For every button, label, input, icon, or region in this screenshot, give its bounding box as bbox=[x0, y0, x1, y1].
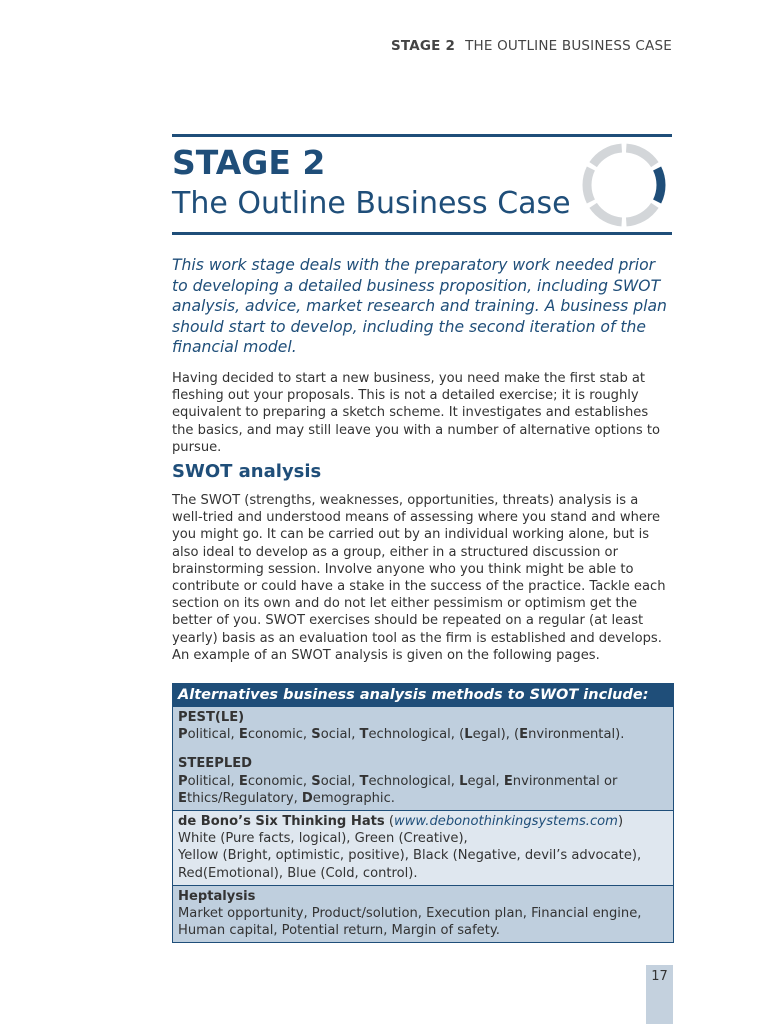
pestle-term: Technological, ( bbox=[359, 727, 465, 743]
stage-title: STAGE 2 bbox=[172, 143, 326, 182]
debono-link[interactable]: www.debonothinkingsystems.com bbox=[394, 814, 618, 830]
pestle-title: PEST(LE) bbox=[178, 710, 245, 725]
cycle-segment bbox=[626, 205, 655, 222]
title-block bbox=[172, 134, 672, 235]
page-title: The Outline Business Case bbox=[172, 186, 571, 221]
alt-cell-pestle-steepled bbox=[173, 707, 673, 810]
heptalysis-title: Heptalysis bbox=[178, 888, 256, 904]
cycle-segment bbox=[593, 205, 622, 222]
section-heading-swot: SWOT analysis bbox=[172, 461, 322, 482]
body-paragraph: Having decided to start a new business, you need make the first stab at fleshing out your proposals. This is not a detailed exercise; it is roughly equivalent to preparing a sketch scheme. It investigates and establishes the basics, and may still leave you with a number of alternative options to pursue. bbox=[172, 371, 660, 455]
alt-cell-heptalysis bbox=[173, 885, 673, 943]
debono-title: de Bono’s Six Thinking Hats bbox=[178, 814, 385, 830]
steepled-term: Economic, bbox=[238, 773, 312, 789]
steepled-term: Technological, bbox=[359, 773, 460, 789]
alt-cell-debono bbox=[173, 810, 673, 885]
running-header-stage: STAGE 2 bbox=[390, 38, 456, 54]
debono-heading: de Bono’s Six Thinking Hats (www.debonothinkingsystems.com) bbox=[178, 814, 624, 830]
running-header bbox=[391, 38, 672, 54]
steepled-term: Legal, bbox=[459, 773, 504, 789]
steepled-term: Demographic. bbox=[301, 790, 395, 806]
swot-paragraph: The SWOT (strengths, weaknesses, opportunities, threats) analysis is a well-tried and understood means of assessing where you stand and where you might go. It can be carried out by an individual working alone, but is also ideal to develop as a group, either in a structured discussion or brainstorming session. Involve anyone who you think might be able to contribute or could have a stake in the success of the practice. Tackle each section on its own and do not let either pessimism or optimism get the better of you. SWOT exercises should be repeated on a regular (at least yearly) basis as an evaluation tool as the firm is established and develops. An example of an SWOT analysis is given on the following pages. bbox=[172, 493, 666, 663]
steepled-term: Environmental or bbox=[503, 773, 618, 789]
intro-text: This work stage deals with the preparatory work needed prior to developing a detailed business proposition, including SWOT analysis, advice, market research and training. A business plan should start to develop, including the second iteration of the financial model. bbox=[172, 256, 667, 356]
steepled-term: Social, bbox=[311, 773, 360, 789]
cycle-segment bbox=[587, 168, 591, 201]
running-header-title: THE OUTLINE BUSINESS CASE bbox=[465, 38, 672, 54]
page-number-tab bbox=[646, 965, 673, 1024]
pestle-term: Environmental). bbox=[519, 727, 625, 743]
alternatives-box bbox=[172, 683, 674, 943]
cycle-segment bbox=[593, 148, 622, 165]
pestle-term: Political, bbox=[178, 727, 239, 743]
pestle-term: Economic, bbox=[238, 727, 312, 743]
steepled-text bbox=[178, 773, 668, 807]
steepled-term: Ethics/Regulatory, bbox=[178, 790, 302, 806]
cycle-icon bbox=[580, 141, 668, 229]
pestle-text bbox=[178, 726, 668, 743]
debono-line: Red(Emotional), Blue (Cold, control). bbox=[178, 865, 418, 881]
page-number: 17 bbox=[651, 969, 668, 984]
debono-line: White (Pure facts, logical), Green (Creative), bbox=[178, 831, 468, 847]
heptalysis-text: Market opportunity, Product/solution, Execution plan, Financial engine, Human capital, Potential return, Margin of safety. bbox=[178, 906, 642, 939]
cycle-segment bbox=[657, 168, 661, 201]
steepled-title: STEEPLED bbox=[178, 756, 253, 772]
debono-line: Yellow (Bright, optimistic, positive), Black (Negative, devil’s advocate), bbox=[178, 848, 642, 864]
pestle-term: Legal), ( bbox=[464, 727, 520, 743]
cycle-segment bbox=[626, 148, 655, 165]
pestle-term: Social, bbox=[311, 727, 360, 743]
steepled-term: Political, bbox=[178, 773, 239, 789]
alternatives-header: Alternatives business analysis methods to SWOT include: bbox=[173, 684, 673, 707]
